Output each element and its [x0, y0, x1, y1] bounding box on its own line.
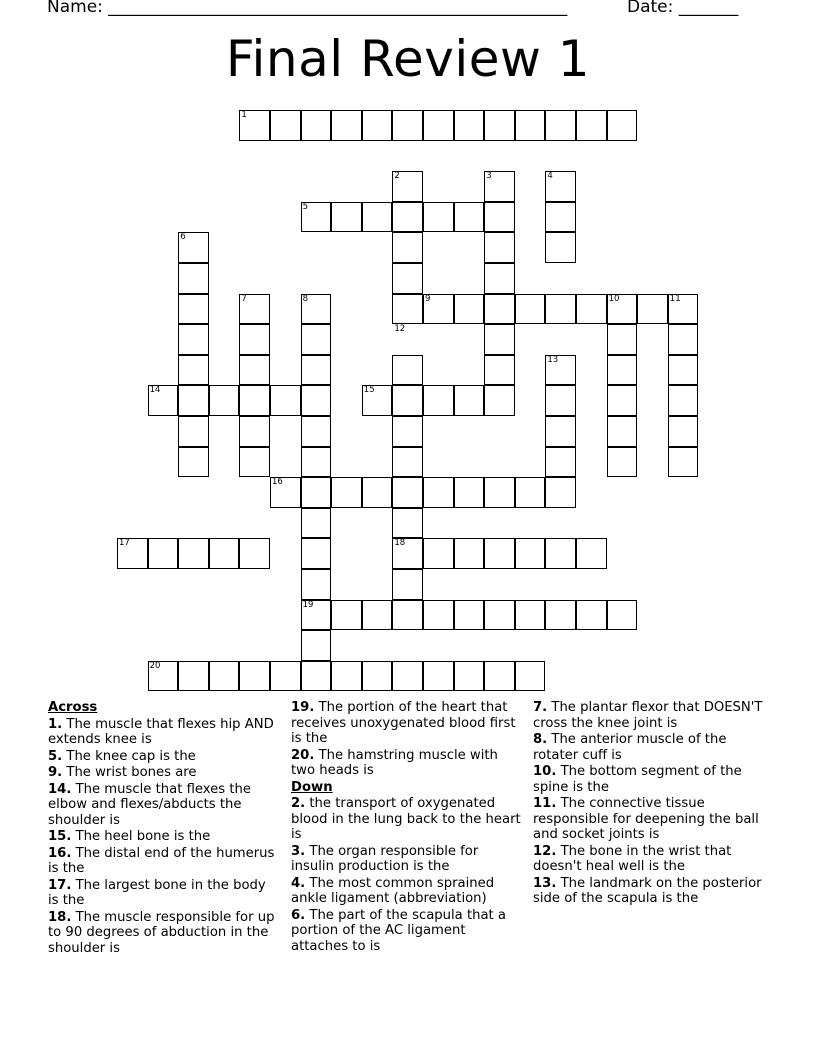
- grid-cell[interactable]: [423, 477, 454, 508]
- cell-number: 11: [669, 293, 681, 304]
- grid-cell[interactable]: [392, 202, 423, 233]
- clue-across-19: 19. The portion of the heart that receives unoxygenated blood first is the: [291, 700, 516, 746]
- grid-cell[interactable]: [423, 538, 454, 569]
- grid-cell[interactable]: [178, 447, 209, 478]
- cell-number: 17: [119, 538, 130, 549]
- grid-cell[interactable]: [178, 294, 209, 325]
- grid-cell[interactable]: [239, 661, 270, 692]
- grid-cell[interactable]: [331, 477, 362, 508]
- clue-down-8: 8. The anterior muscle of the rotater cuff is: [533, 732, 727, 763]
- grid-cell[interactable]: [392, 477, 423, 508]
- grid-cell[interactable]: [392, 416, 423, 447]
- grid-cell[interactable]: [515, 600, 546, 631]
- clue-column-2: [291, 700, 523, 955]
- grid-cell[interactable]: [270, 385, 301, 416]
- grid-cell[interactable]: [454, 385, 485, 416]
- grid-cell[interactable]: [362, 110, 393, 141]
- grid-cell[interactable]: [148, 538, 179, 569]
- grid-cell[interactable]: [484, 294, 515, 325]
- grid-cell[interactable]: [423, 661, 454, 692]
- grid-cell[interactable]: [331, 110, 362, 141]
- name-label: Name:: [47, 0, 103, 17]
- date-label: Date:: [627, 0, 674, 17]
- grid-cell[interactable]: [515, 538, 546, 569]
- grid-cell[interactable]: [454, 477, 485, 508]
- grid-cell[interactable]: [209, 538, 240, 569]
- clue-column-3: [533, 700, 769, 908]
- grid-cell[interactable]: [607, 385, 638, 416]
- clue-column-1: [48, 700, 280, 957]
- cell-number: 16: [272, 477, 283, 488]
- grid-cell[interactable]: [454, 600, 485, 631]
- grid-cell[interactable]: [301, 661, 332, 692]
- grid-cell[interactable]: [576, 110, 607, 141]
- grid-cell[interactable]: [178, 538, 209, 569]
- grid-cell[interactable]: [362, 202, 393, 233]
- clue-across-17: 17. The largest bone in the body is the: [48, 877, 266, 908]
- grid-cell[interactable]: [607, 324, 638, 355]
- grid-cell[interactable]: [515, 477, 546, 508]
- cell-number: 3: [486, 171, 492, 182]
- grid-cell[interactable]: [392, 294, 423, 325]
- clue-down-4: 4. The most common sprained ankle ligament (abbreviation): [291, 875, 495, 906]
- grid-cell[interactable]: [454, 110, 485, 141]
- grid-cell[interactable]: [178, 385, 209, 416]
- grid-cell[interactable]: [515, 294, 546, 325]
- cell-number: 18: [394, 538, 406, 549]
- grid-cell[interactable]: [178, 263, 209, 294]
- grid-cell[interactable]: [239, 447, 270, 478]
- grid-cell[interactable]: [301, 538, 332, 569]
- grid-cell[interactable]: [392, 263, 423, 294]
- cell-number: 20: [149, 660, 161, 671]
- grid-cell[interactable]: [301, 385, 332, 416]
- grid-cell[interactable]: [301, 355, 332, 386]
- clue-across-18: 18. The muscle responsible for up to 90 degrees of abduction in the shoulder is: [48, 909, 275, 956]
- grid-cell[interactable]: [484, 477, 515, 508]
- grid-cell[interactable]: [484, 324, 515, 355]
- grid-cell[interactable]: [301, 110, 332, 141]
- grid-cell[interactable]: [239, 538, 270, 569]
- cell-number: 6: [180, 232, 186, 243]
- grid-cell[interactable]: [178, 355, 209, 386]
- grid-cell[interactable]: [607, 447, 638, 478]
- grid-cell[interactable]: [423, 385, 454, 416]
- grid-cell[interactable]: [484, 263, 515, 294]
- grid-cell[interactable]: [545, 202, 576, 233]
- clue-across-5: 5. The knee cap is the: [48, 748, 196, 764]
- grid-cell[interactable]: [392, 600, 423, 631]
- clue-across-16: 16. The distal end of the humerus is the: [48, 845, 275, 876]
- grid-cell[interactable]: [178, 324, 209, 355]
- grid-cell[interactable]: [545, 294, 576, 325]
- grid-cell[interactable]: [545, 416, 576, 447]
- cell-number: 13: [547, 354, 559, 365]
- grid-cell[interactable]: [362, 477, 393, 508]
- cell-number: 14: [149, 385, 161, 396]
- grid-cell[interactable]: [423, 110, 454, 141]
- grid-cell[interactable]: [331, 661, 362, 692]
- grid-cell[interactable]: [607, 110, 638, 141]
- grid-cell[interactable]: [484, 385, 515, 416]
- grid-cell[interactable]: [454, 661, 485, 692]
- cell-number: 19: [302, 599, 314, 610]
- grid-cell[interactable]: [545, 447, 576, 478]
- grid-cell[interactable]: [209, 661, 240, 692]
- grid-cell[interactable]: [392, 569, 423, 600]
- grid-cell[interactable]: [239, 385, 270, 416]
- grid-cell[interactable]: [668, 355, 699, 386]
- cell-number: 2: [394, 171, 400, 182]
- grid-cell[interactable]: [576, 294, 607, 325]
- grid-cell[interactable]: [576, 600, 607, 631]
- grid-cell[interactable]: [392, 232, 423, 263]
- clue-down-10: 10. The bottom segment of the spine is the: [533, 764, 742, 795]
- grid-cell[interactable]: [607, 355, 638, 386]
- grid-cell[interactable]: [545, 538, 576, 569]
- grid-cell[interactable]: [392, 508, 423, 539]
- grid-cell[interactable]: [301, 569, 332, 600]
- cell-number: 8: [302, 293, 309, 304]
- grid-cell[interactable]: [331, 202, 362, 233]
- grid-cell[interactable]: [178, 661, 209, 692]
- grid-cell[interactable]: [239, 355, 270, 386]
- clue-across-15: 15. The heel bone is the: [48, 829, 211, 844]
- clue-across-9: 9. The wrist bones are: [48, 765, 197, 780]
- clue-down-13: 13. The landmark on the posterior side of the scapula is the: [533, 875, 762, 906]
- grid-cell[interactable]: [668, 447, 699, 478]
- clue-across-20: 20. The hamstring muscle with two heads is: [291, 747, 498, 778]
- grid-cell[interactable]: [484, 202, 515, 233]
- grid-cell[interactable]: [331, 600, 362, 631]
- grid-cell[interactable]: [484, 600, 515, 631]
- name-blank[interactable]: ______________________________________________________: [108, 0, 568, 17]
- clue-down-11: 11. The connective tissue responsible for deepening the ball and socket joints is: [533, 796, 759, 842]
- clue-across-1: 1. The muscle that flexes hip AND extends knee is: [48, 716, 274, 747]
- grid-cell[interactable]: [239, 324, 270, 355]
- grid-cell[interactable]: [301, 630, 332, 661]
- grid-cell[interactable]: [392, 661, 423, 692]
- grid-cell[interactable]: [209, 385, 240, 416]
- grid-cell[interactable]: [270, 661, 301, 692]
- grid-cell[interactable]: [454, 538, 485, 569]
- cell-number: 9: [425, 293, 431, 304]
- grid-cell[interactable]: [668, 416, 699, 447]
- grid-cell[interactable]: [362, 600, 393, 631]
- grid-cell[interactable]: [239, 416, 270, 447]
- cell-number: 4: [547, 171, 553, 182]
- grid-cell[interactable]: [392, 385, 423, 416]
- grid-cell[interactable]: [454, 202, 485, 233]
- grid-cell[interactable]: [362, 661, 393, 692]
- grid-cell[interactable]: [423, 600, 454, 631]
- cell-number: 15: [363, 385, 375, 396]
- clue-down-6: 6. The part of the scapula that a portion of the AC ligament attaches to is: [291, 907, 507, 954]
- grid-cell[interactable]: [545, 110, 576, 141]
- cell-number: 5: [302, 201, 309, 212]
- grid-cell[interactable]: [484, 661, 515, 692]
- clue-down-12: 12. The bone in the wrist that doesn't heal well is the: [533, 843, 732, 874]
- grid-cell[interactable]: [668, 385, 699, 416]
- grid-cell[interactable]: [301, 324, 332, 355]
- cell-number: 10: [608, 293, 620, 304]
- down-heading: Down: [291, 779, 333, 795]
- page-title: Final Review 1: [225, 30, 591, 88]
- grid-cell[interactable]: [515, 110, 546, 141]
- grid-cell[interactable]: [178, 416, 209, 447]
- grid-cell[interactable]: [423, 202, 454, 233]
- grid-cell[interactable]: [484, 538, 515, 569]
- grid-cell[interactable]: [515, 661, 546, 692]
- cell-number: 12: [394, 324, 406, 335]
- grid-cell[interactable]: [484, 110, 515, 141]
- clue-across-14: 14. The muscle that flexes the elbow and flexes/abducts the shoulder is: [48, 781, 251, 828]
- clue-down-3: 3. The organ responsible for insulin production is the: [291, 843, 479, 874]
- cell-number: 7: [241, 293, 247, 304]
- clue-down-2: 2. the transport of oxygenated blood in the lung back to the heart is: [291, 796, 521, 842]
- grid-cell[interactable]: [301, 477, 332, 508]
- grid-cell[interactable]: [607, 600, 638, 631]
- grid-cell[interactable]: [576, 538, 607, 569]
- grid-cell[interactable]: [301, 447, 332, 478]
- clue-down-7: 7. The plantar flexor that DOESN'T cross the knee joint is: [533, 700, 763, 731]
- grid-cell[interactable]: [270, 110, 301, 141]
- across-heading: Across: [48, 700, 98, 715]
- grid-cell[interactable]: [392, 447, 423, 478]
- cell-number: 1: [241, 110, 247, 120]
- grid-cell[interactable]: [392, 355, 423, 386]
- grid-cell[interactable]: [668, 324, 699, 355]
- grid-cell[interactable]: [637, 294, 668, 325]
- grid-cell[interactable]: [545, 232, 576, 263]
- grid-cell[interactable]: [392, 110, 423, 141]
- grid-cell[interactable]: [301, 416, 332, 447]
- grid-cell[interactable]: [484, 355, 515, 386]
- grid-cell[interactable]: [545, 385, 576, 416]
- grid-cell[interactable]: [454, 294, 485, 325]
- grid-cell[interactable]: [301, 508, 332, 539]
- date-blank[interactable]: _______: [678, 0, 739, 17]
- grid-cell[interactable]: [484, 232, 515, 263]
- grid-cell[interactable]: [545, 477, 576, 508]
- grid-cell[interactable]: [607, 416, 638, 447]
- grid-cell[interactable]: [545, 600, 576, 631]
